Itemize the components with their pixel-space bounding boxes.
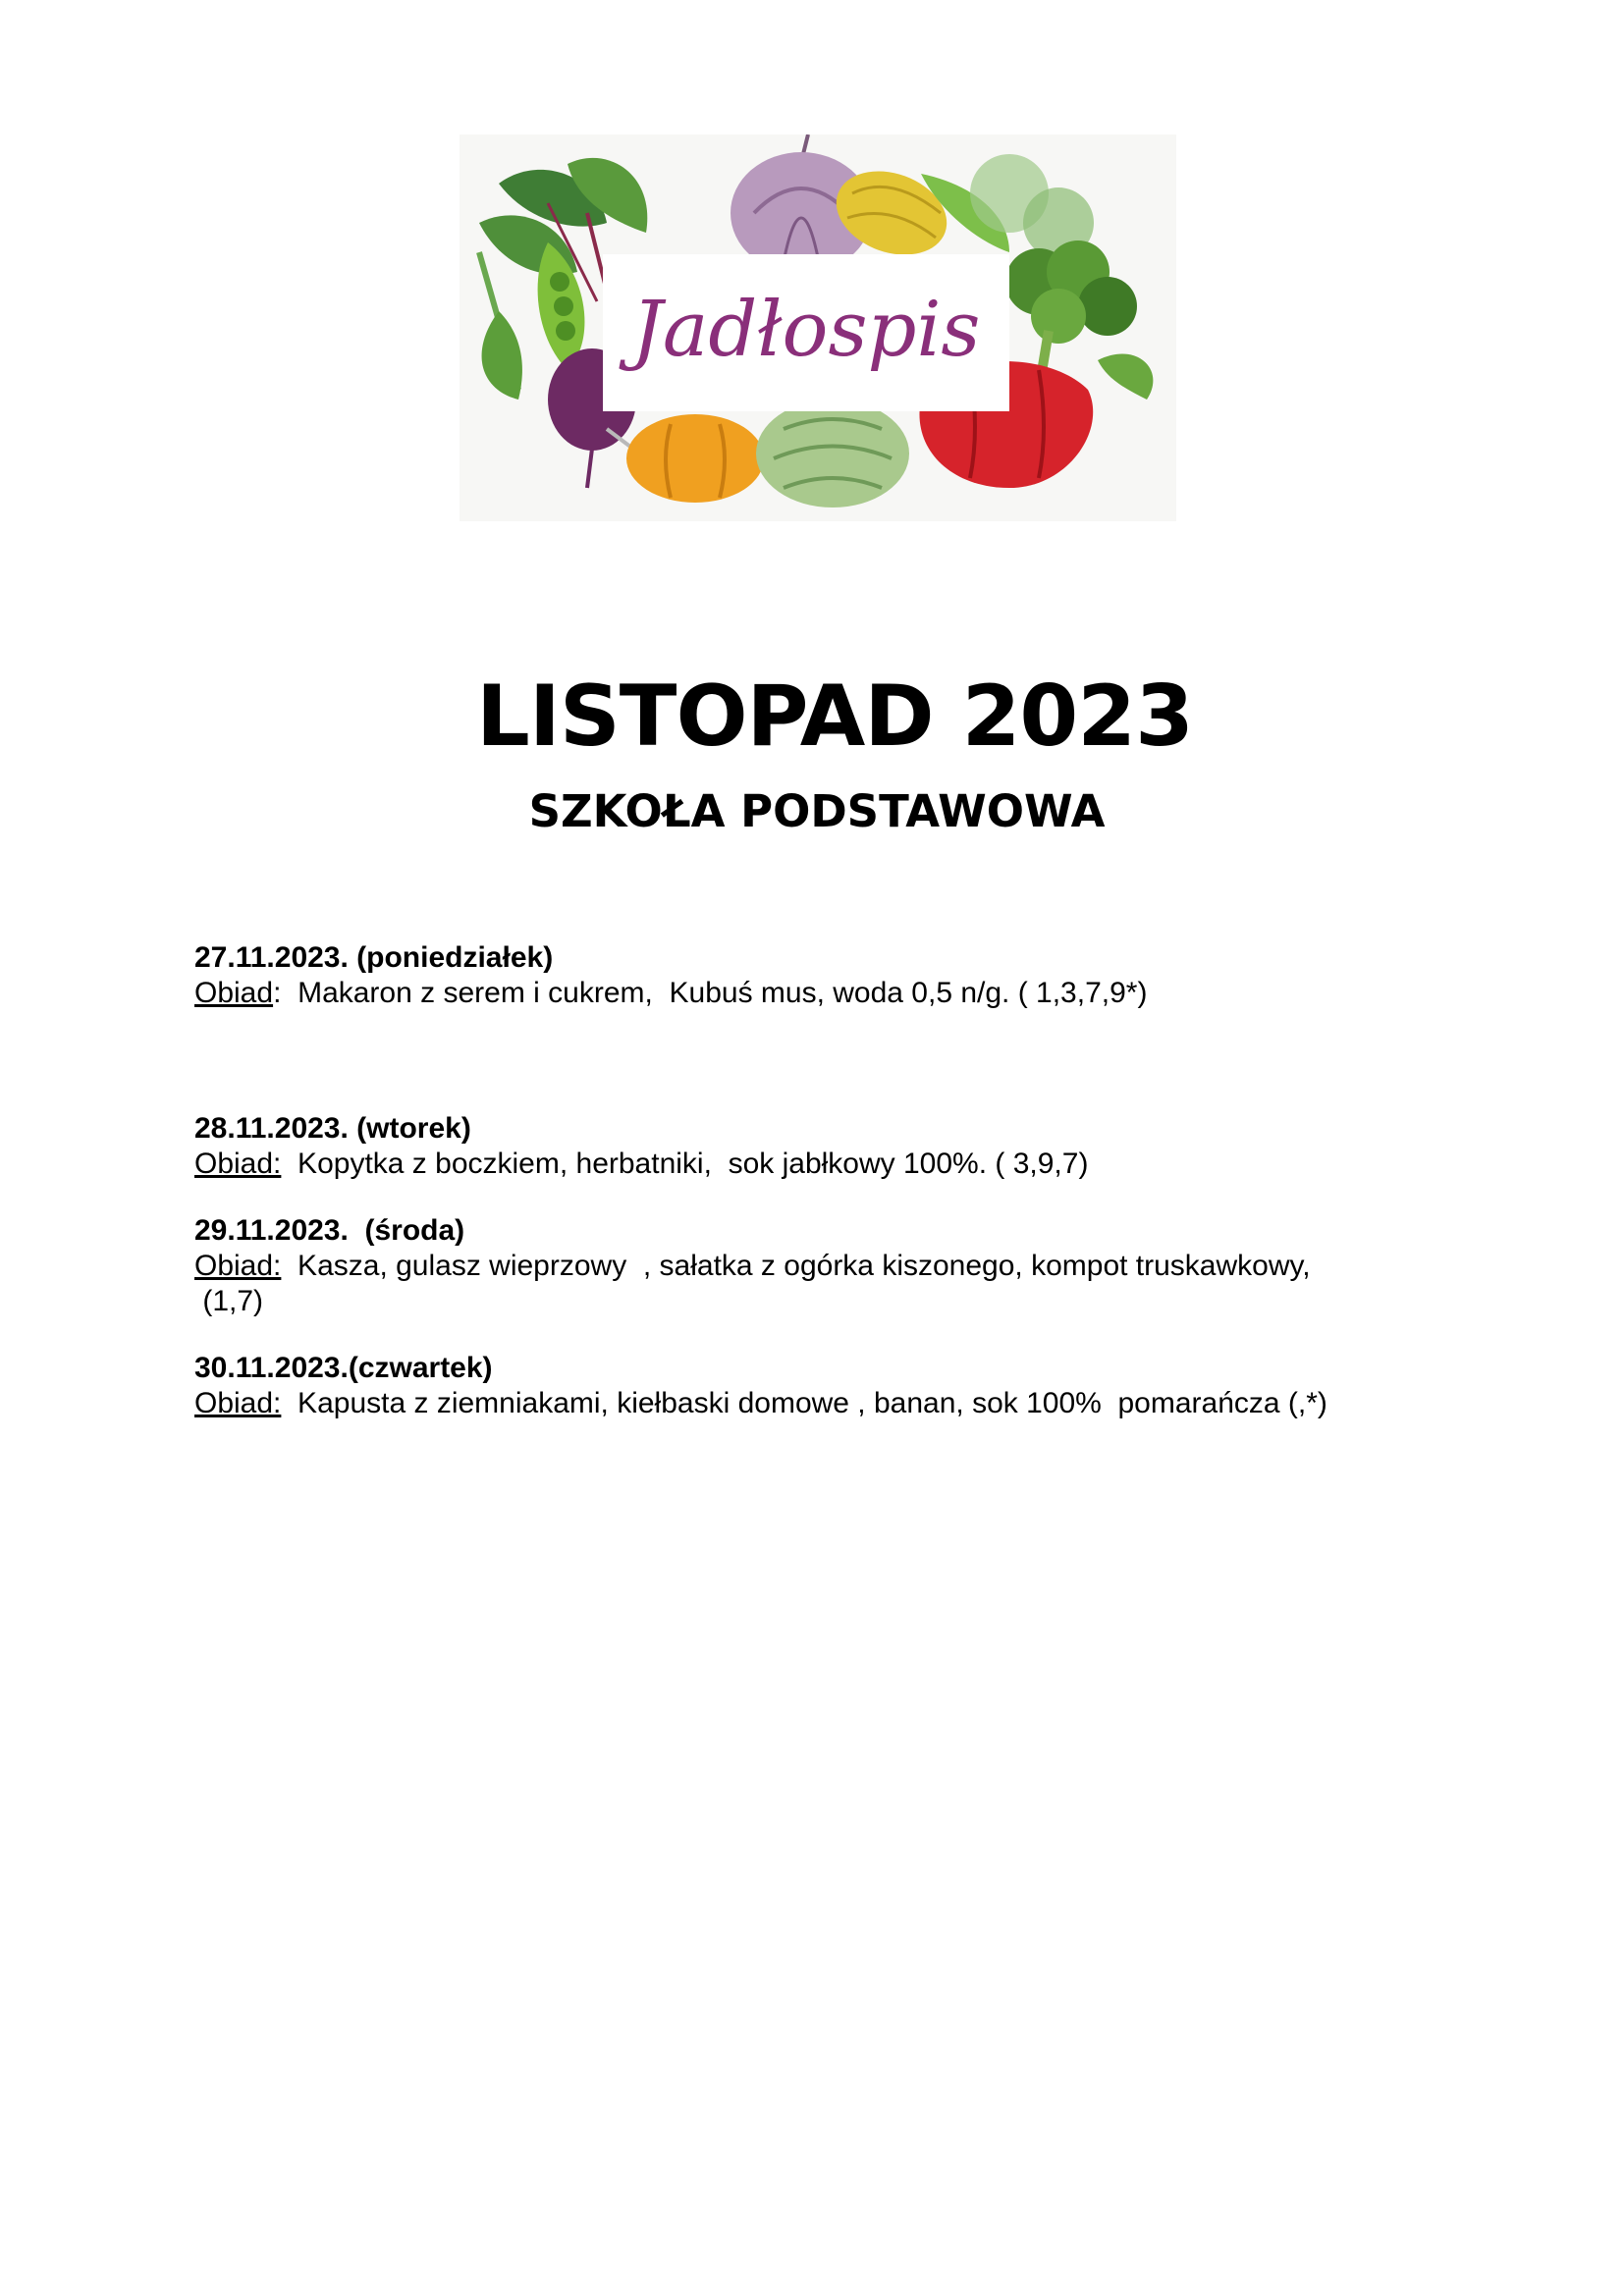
menu-day-date: 27.11.2023. (poniedziałek) [194, 941, 554, 974]
menu-meal-line-continued [194, 1284, 1471, 1319]
menu-meal-line [194, 1249, 1471, 1284]
menu-day [194, 1111, 1471, 1182]
jadlospis-banner-image [460, 134, 1176, 521]
menu-day-date: 30.11.2023.(czwartek) [194, 1352, 493, 1384]
menu-day [194, 1351, 1471, 1421]
page-subtitle: SZKOŁA PODSTAWOWA [528, 785, 1106, 837]
artichoke-illustration [756, 400, 909, 507]
menu-day [194, 940, 1471, 1011]
meal-allergens: (1,7) [194, 1285, 264, 1317]
menu-meal-line [194, 976, 1471, 1011]
jadlospis-logo-text: Jadłospis [631, 286, 981, 374]
menu-day-date: 28.11.2023. (wtorek) [194, 1112, 471, 1145]
menu-day [194, 1213, 1471, 1319]
meal-label: Obiad: [194, 1148, 282, 1180]
meal-label: Obiad: [194, 1387, 282, 1419]
meal-label: Obiad [194, 977, 274, 1009]
meal-description: Kopytka z boczkiem, herbatniki, sok jabłkowy 100%. ( 3,9,7) [281, 1148, 1089, 1180]
menu-day-date: 29.11.2023. (środa) [194, 1214, 465, 1247]
menu-list [194, 940, 1471, 1421]
meal-description: Kasza, gulasz wieprzowy , sałatka z ogórka kiszonego, kompot truskawkowy, [281, 1250, 1311, 1282]
pumpkin-illustration [626, 414, 764, 503]
meal-label-separator: : [273, 977, 282, 1009]
meal-description: Kapusta z ziemniakami, kiełbaski domowe , banan, sok 100% pomarańcza (,*) [281, 1387, 1327, 1419]
meal-description: Makaron z serem i cukrem, Kubuś mus, woda 0,5 n/g. ( 1,3,7,9*) [281, 977, 1148, 1009]
menu-meal-line [194, 1386, 1471, 1421]
meal-label: Obiad: [194, 1250, 282, 1282]
menu-meal-line [194, 1147, 1471, 1182]
page-title: LISTOPAD 2023 [476, 667, 1193, 766]
